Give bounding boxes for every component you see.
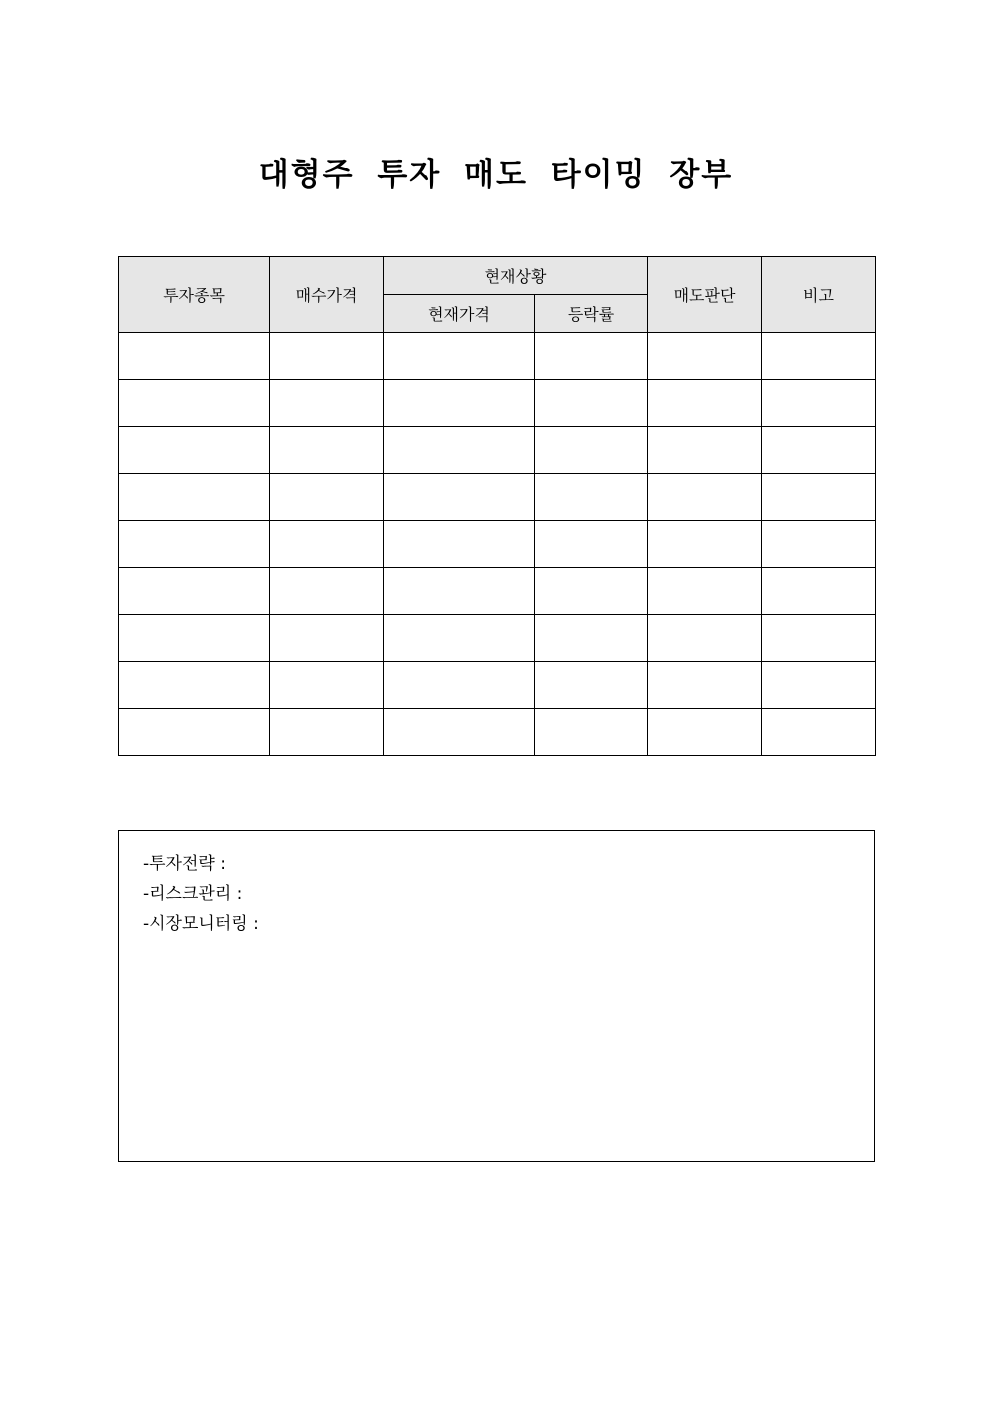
- table-row: [119, 380, 876, 427]
- table-row: [119, 662, 876, 709]
- remarks-cell[interactable]: [762, 615, 876, 662]
- note-risk-management: [143, 879, 874, 909]
- sell-decision-cell[interactable]: [648, 568, 762, 615]
- stock-cell[interactable]: [119, 615, 270, 662]
- table-row: [119, 521, 876, 568]
- change-rate-cell[interactable]: [535, 427, 648, 474]
- table-row: [119, 333, 876, 380]
- sell-decision-cell[interactable]: [648, 615, 762, 662]
- header-stock: 투자종목: [119, 257, 270, 333]
- buy-price-cell[interactable]: [270, 568, 384, 615]
- buy-price-cell[interactable]: [270, 474, 384, 521]
- stock-cell[interactable]: [119, 568, 270, 615]
- current-price-cell[interactable]: [384, 380, 535, 427]
- note-label: -시장모니터링: [143, 914, 248, 934]
- stock-cell[interactable]: [119, 521, 270, 568]
- note-separator: :: [247, 914, 259, 934]
- table-row: [119, 427, 876, 474]
- stock-cell[interactable]: [119, 333, 270, 380]
- change-rate-cell[interactable]: [535, 333, 648, 380]
- sell-timing-table: [118, 256, 876, 756]
- document-title: 대형주 투자 매도 타이밍 장부: [258, 156, 734, 193]
- sell-decision-cell[interactable]: [648, 709, 762, 756]
- sell-decision-cell[interactable]: [648, 474, 762, 521]
- stock-cell[interactable]: [119, 709, 270, 756]
- remarks-cell[interactable]: [762, 662, 876, 709]
- note-investment-strategy: [143, 849, 874, 879]
- sell-decision-cell[interactable]: [648, 427, 762, 474]
- note-label: -투자전략: [143, 854, 215, 874]
- current-price-cell[interactable]: [384, 709, 535, 756]
- remarks-cell[interactable]: [762, 474, 876, 521]
- header-current-status: 현재상황: [384, 257, 648, 295]
- header-buy-price: 매수가격: [270, 257, 384, 333]
- change-rate-cell[interactable]: [535, 709, 648, 756]
- current-price-cell[interactable]: [384, 427, 535, 474]
- buy-price-cell[interactable]: [270, 333, 384, 380]
- change-rate-cell[interactable]: [535, 568, 648, 615]
- header-remarks: 비고: [762, 257, 876, 333]
- buy-price-cell[interactable]: [270, 427, 384, 474]
- table-row: [119, 615, 876, 662]
- note-separator: :: [214, 854, 226, 874]
- buy-price-cell[interactable]: [270, 380, 384, 427]
- current-price-cell[interactable]: [384, 333, 535, 380]
- change-rate-cell[interactable]: [535, 615, 648, 662]
- table-row: [119, 474, 876, 521]
- sell-decision-cell[interactable]: [648, 333, 762, 380]
- header-change-rate: 등락률: [535, 295, 648, 333]
- change-rate-cell[interactable]: [535, 474, 648, 521]
- change-rate-cell[interactable]: [535, 662, 648, 709]
- stock-cell[interactable]: [119, 662, 270, 709]
- table-row: [119, 709, 876, 756]
- stock-cell[interactable]: [119, 380, 270, 427]
- note-label: -리스크관리: [143, 884, 232, 904]
- table-body: [119, 333, 876, 756]
- current-price-cell[interactable]: [384, 615, 535, 662]
- note-separator: :: [231, 884, 243, 904]
- buy-price-cell[interactable]: [270, 709, 384, 756]
- sell-decision-cell[interactable]: [648, 521, 762, 568]
- note-market-monitoring: [143, 909, 874, 939]
- buy-price-cell[interactable]: [270, 662, 384, 709]
- sell-decision-cell[interactable]: [648, 662, 762, 709]
- change-rate-cell[interactable]: [535, 521, 648, 568]
- notes-box: [118, 830, 875, 1162]
- sell-decision-cell[interactable]: [648, 380, 762, 427]
- current-price-cell[interactable]: [384, 568, 535, 615]
- buy-price-cell[interactable]: [270, 615, 384, 662]
- notes-list: [119, 831, 874, 939]
- remarks-cell[interactable]: [762, 521, 876, 568]
- remarks-cell[interactable]: [762, 333, 876, 380]
- header-current-price: 현재가격: [384, 295, 535, 333]
- buy-price-cell[interactable]: [270, 521, 384, 568]
- current-price-cell[interactable]: [384, 521, 535, 568]
- remarks-cell[interactable]: [762, 568, 876, 615]
- remarks-cell[interactable]: [762, 709, 876, 756]
- table-row: [119, 568, 876, 615]
- header-sell-decision: 매도판단: [648, 257, 762, 333]
- remarks-cell[interactable]: [762, 427, 876, 474]
- stock-cell[interactable]: [119, 474, 270, 521]
- current-price-cell[interactable]: [384, 662, 535, 709]
- current-price-cell[interactable]: [384, 474, 535, 521]
- remarks-cell[interactable]: [762, 380, 876, 427]
- stock-cell[interactable]: [119, 427, 270, 474]
- change-rate-cell[interactable]: [535, 380, 648, 427]
